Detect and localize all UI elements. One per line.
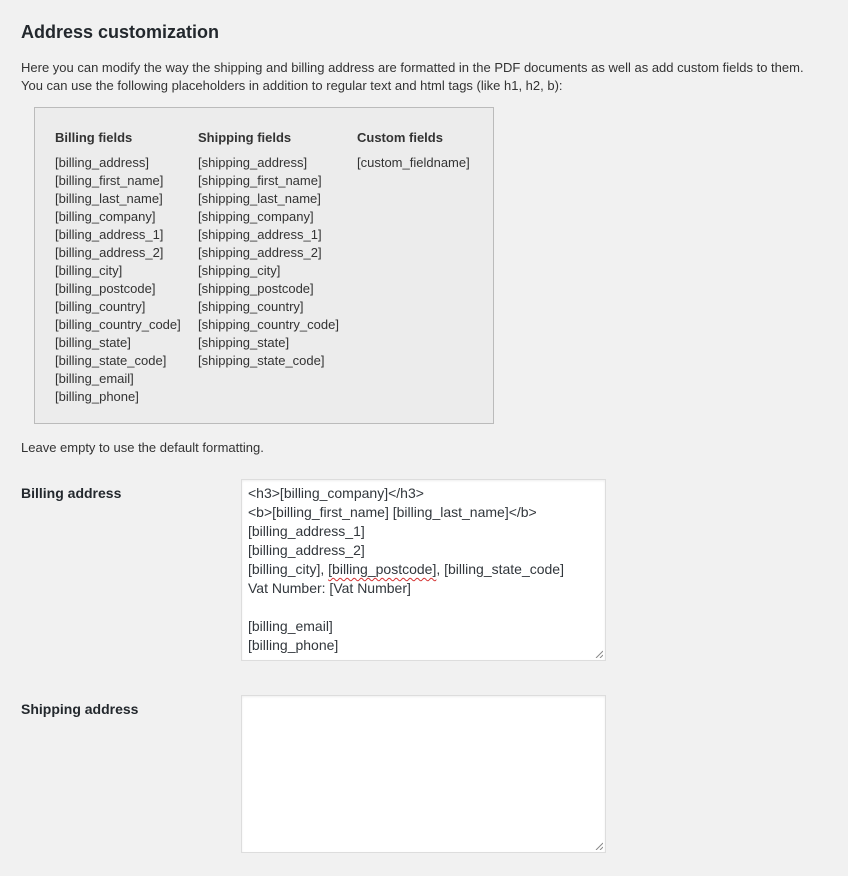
placeholder-item: [billing_address_1] (55, 227, 164, 242)
placeholders-box (34, 107, 494, 424)
textarea-line: Vat Number: [Vat Number] (248, 580, 411, 596)
textarea-line: [billing_phone] (248, 637, 339, 653)
textarea-line: [billing_address_1] (248, 523, 365, 539)
placeholder-item: [billing_postcode] (55, 281, 156, 296)
resize-handle-icon[interactable] (595, 842, 603, 850)
spellcheck-flagged-word: [billing_postcode] (328, 561, 437, 577)
placeholder-item: [billing_email] (55, 371, 134, 386)
default-formatting-note: Leave empty to use the default formatting. (21, 440, 264, 455)
textarea-line (248, 598, 599, 617)
textarea-line (248, 560, 599, 579)
textarea-text: [billing_city], (248, 561, 329, 577)
textarea-line: [billing_address_2] (248, 542, 365, 558)
placeholder-item: [billing_address_2] (55, 245, 164, 260)
shipping-address-textarea[interactable] (241, 695, 606, 853)
placeholder-item: [billing_state] (55, 335, 131, 350)
placeholder-item: [billing_address] (55, 155, 149, 170)
textarea-line: <h3>[billing_company]</h3> (248, 485, 424, 501)
intro-line-1: Here you can modify the way the shipping and billing address are formatted in the PDF documents as well as add custom fields to them. (21, 60, 804, 75)
placeholder-item: [shipping_last_name] (198, 191, 321, 206)
placeholder-item: [custom_fieldname] (357, 155, 470, 170)
placeholder-item: [billing_state_code] (55, 353, 167, 368)
intro-line-2: You can use the following placeholders in addition to regular text and html tags (like h1, h2, b): (21, 78, 563, 93)
placeholder-item: [shipping_first_name] (198, 173, 322, 188)
placeholder-item: [billing_country_code] (55, 317, 181, 332)
placeholder-item: [shipping_company] (198, 209, 314, 224)
placeholder-item: [shipping_state_code] (198, 353, 325, 368)
placeholder-item: [billing_company] (55, 209, 156, 224)
placeholder-item: [billing_country] (55, 299, 146, 314)
placeholder-item: [billing_last_name] (55, 191, 163, 206)
shipping-fields-heading: Shipping fields (198, 130, 292, 145)
placeholder-item: [billing_first_name] (55, 173, 164, 188)
textarea-line: [billing_email] (248, 618, 333, 634)
billing-address-textarea[interactable] (241, 479, 606, 661)
billing-fields-column (55, 129, 181, 406)
billing-address-label: Billing address (21, 485, 122, 501)
placeholder-item: [shipping_postcode] (198, 281, 314, 296)
placeholder-item: [shipping_country_code] (198, 317, 339, 332)
placeholder-item: [shipping_address_1] (198, 227, 322, 242)
placeholder-item: [billing_phone] (55, 389, 139, 404)
textarea-text: , [billing_state_code] (436, 561, 564, 577)
textarea-line (248, 700, 599, 719)
placeholder-item: [billing_city] (55, 263, 123, 278)
custom-fields-heading: Custom fields (357, 130, 443, 145)
resize-handle-icon[interactable] (595, 650, 603, 658)
placeholder-item: [shipping_address_2] (198, 245, 322, 260)
shipping-fields-column (198, 129, 339, 370)
textarea-line: <b>[billing_first_name] [billing_last_name]</b> (248, 504, 537, 520)
intro-text (21, 59, 841, 95)
placeholder-item: [shipping_state] (198, 335, 290, 350)
shipping-address-label: Shipping address (21, 701, 139, 717)
placeholder-item: [shipping_country] (198, 299, 304, 314)
placeholder-item: [shipping_city] (198, 263, 281, 278)
custom-fields-column (357, 129, 470, 172)
placeholder-item: [shipping_address] (198, 155, 308, 170)
billing-fields-heading: Billing fields (55, 130, 133, 145)
page-title: Address customization (21, 22, 220, 42)
